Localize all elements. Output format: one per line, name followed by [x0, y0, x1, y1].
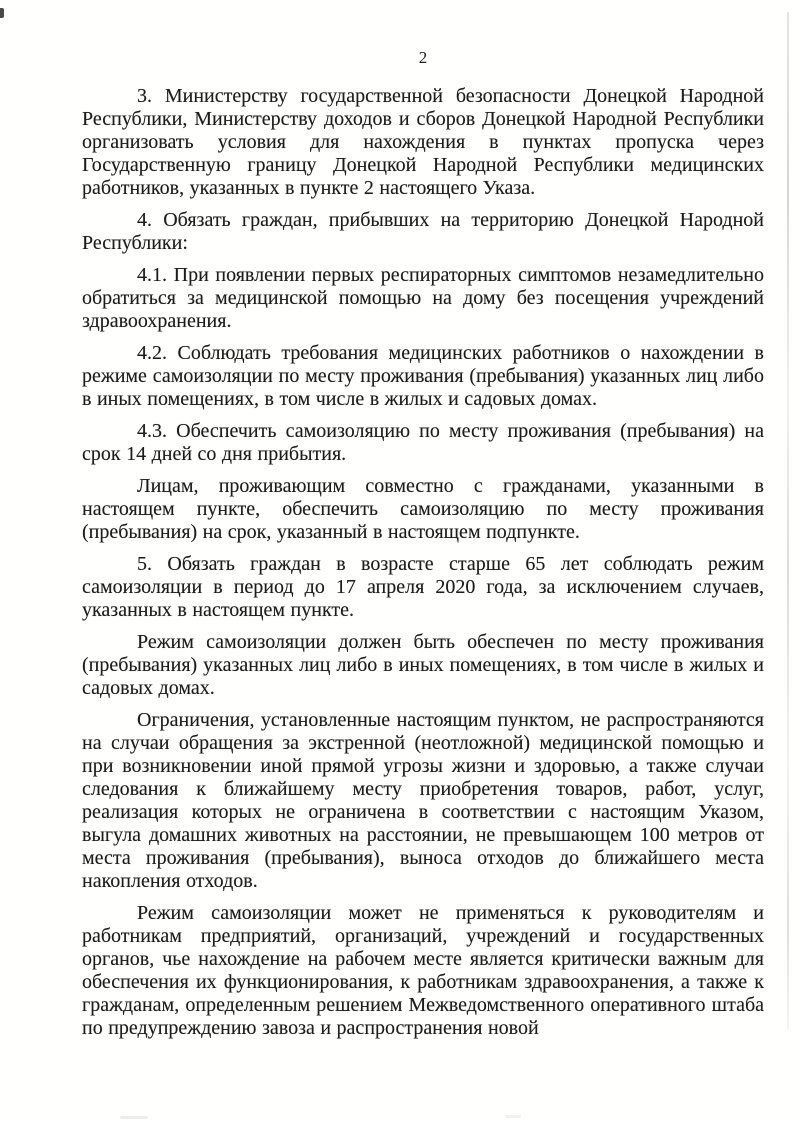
paragraph-4: 4. Обязать граждан, прибывших на территорию Донецкой Народной Республики:	[82, 209, 764, 254]
scan-artifact-corner-mark	[0, 8, 4, 18]
paragraph-exceptions: Ограничения, установленные настоящим пунктом, не распространяются на случаи обращения за экстренной (неотложной) медицинской помощью и при возникновении иной прямой угрозы жизни и здоровью, а также случаи следования к ближайшему месту приобретения товаров, работ, услуг, реализация которых не ограничена в соответствии с настоящим Указом, выгула домашних животных на расстоянии, не превышающем 100 метров от места проживания (пребывания), выноса отходов до ближайшего места накопления отходов.	[82, 709, 764, 892]
paragraph-4-1: 4.1. При появлении первых респираторных симптомов незамедлительно обратиться за медицинской помощью на дому без посещения учреждений здравоохранения.	[82, 264, 764, 332]
paragraph-5: 5. Обязать граждан в возрасте старше 65 лет соблюдать режим самоизоляции в период до 17 апреля 2020 года, за исключением случаев, указанных в настоящем пункте.	[82, 553, 764, 621]
paragraph-isolation-location: Режим самоизоляции должен быть обеспечен по месту проживания (пребывания) указанных лиц либо в иных помещениях, в том числе в жилых и садовых домах.	[82, 631, 764, 699]
document-text-block	[82, 48, 764, 1049]
scan-artifact-edge-line	[787, 12, 789, 1030]
paragraph-4-3: 4.3. Обеспечить самоизоляцию по месту проживания (пребывания) на срок 14 дней со дня прибытия.	[82, 420, 764, 465]
paragraph-exemptions: Режим самоизоляции может не применяться к руководителям и работникам предприятий, организаций, учреждений и государственных органов, чье нахождение на рабочем месте является критически важным для обеспечения их функционирования, к работникам здравоохранения, а также к гражданам, определенным решением Межведомственного оперативного штаба по предупреждению завоза и распространения новой	[82, 902, 764, 1039]
paragraph-3: 3. Министерству государственной безопасности Донецкой Народной Республики, Министерству доходов и сборов Донецкой Народной Республики организовать условия для нахождения в пунктах пропуска через Государственную границу Донецкой Народной Республики медицинских работников, указанных в пункте 2 настоящего Указа.	[82, 85, 764, 199]
paragraph-4-2: 4.2. Соблюдать требования медицинских работников о нахождении в режиме самоизоляции по месту проживания (пребывания) указанных лиц либо в иных помещениях, в том числе в жилых и садовых домах.	[82, 342, 764, 410]
scan-artifact-smudge	[505, 1115, 521, 1118]
paragraph-cohabitants: Лицам, проживающим совместно с гражданами, указанными в настоящем пункте, обеспечить самоизоляцию по месту проживания (пребывания) на срок, указанный в настоящем подпункте.	[82, 475, 764, 543]
scan-artifact-smudge	[120, 1116, 148, 1119]
page-number: 2	[418, 48, 428, 67]
